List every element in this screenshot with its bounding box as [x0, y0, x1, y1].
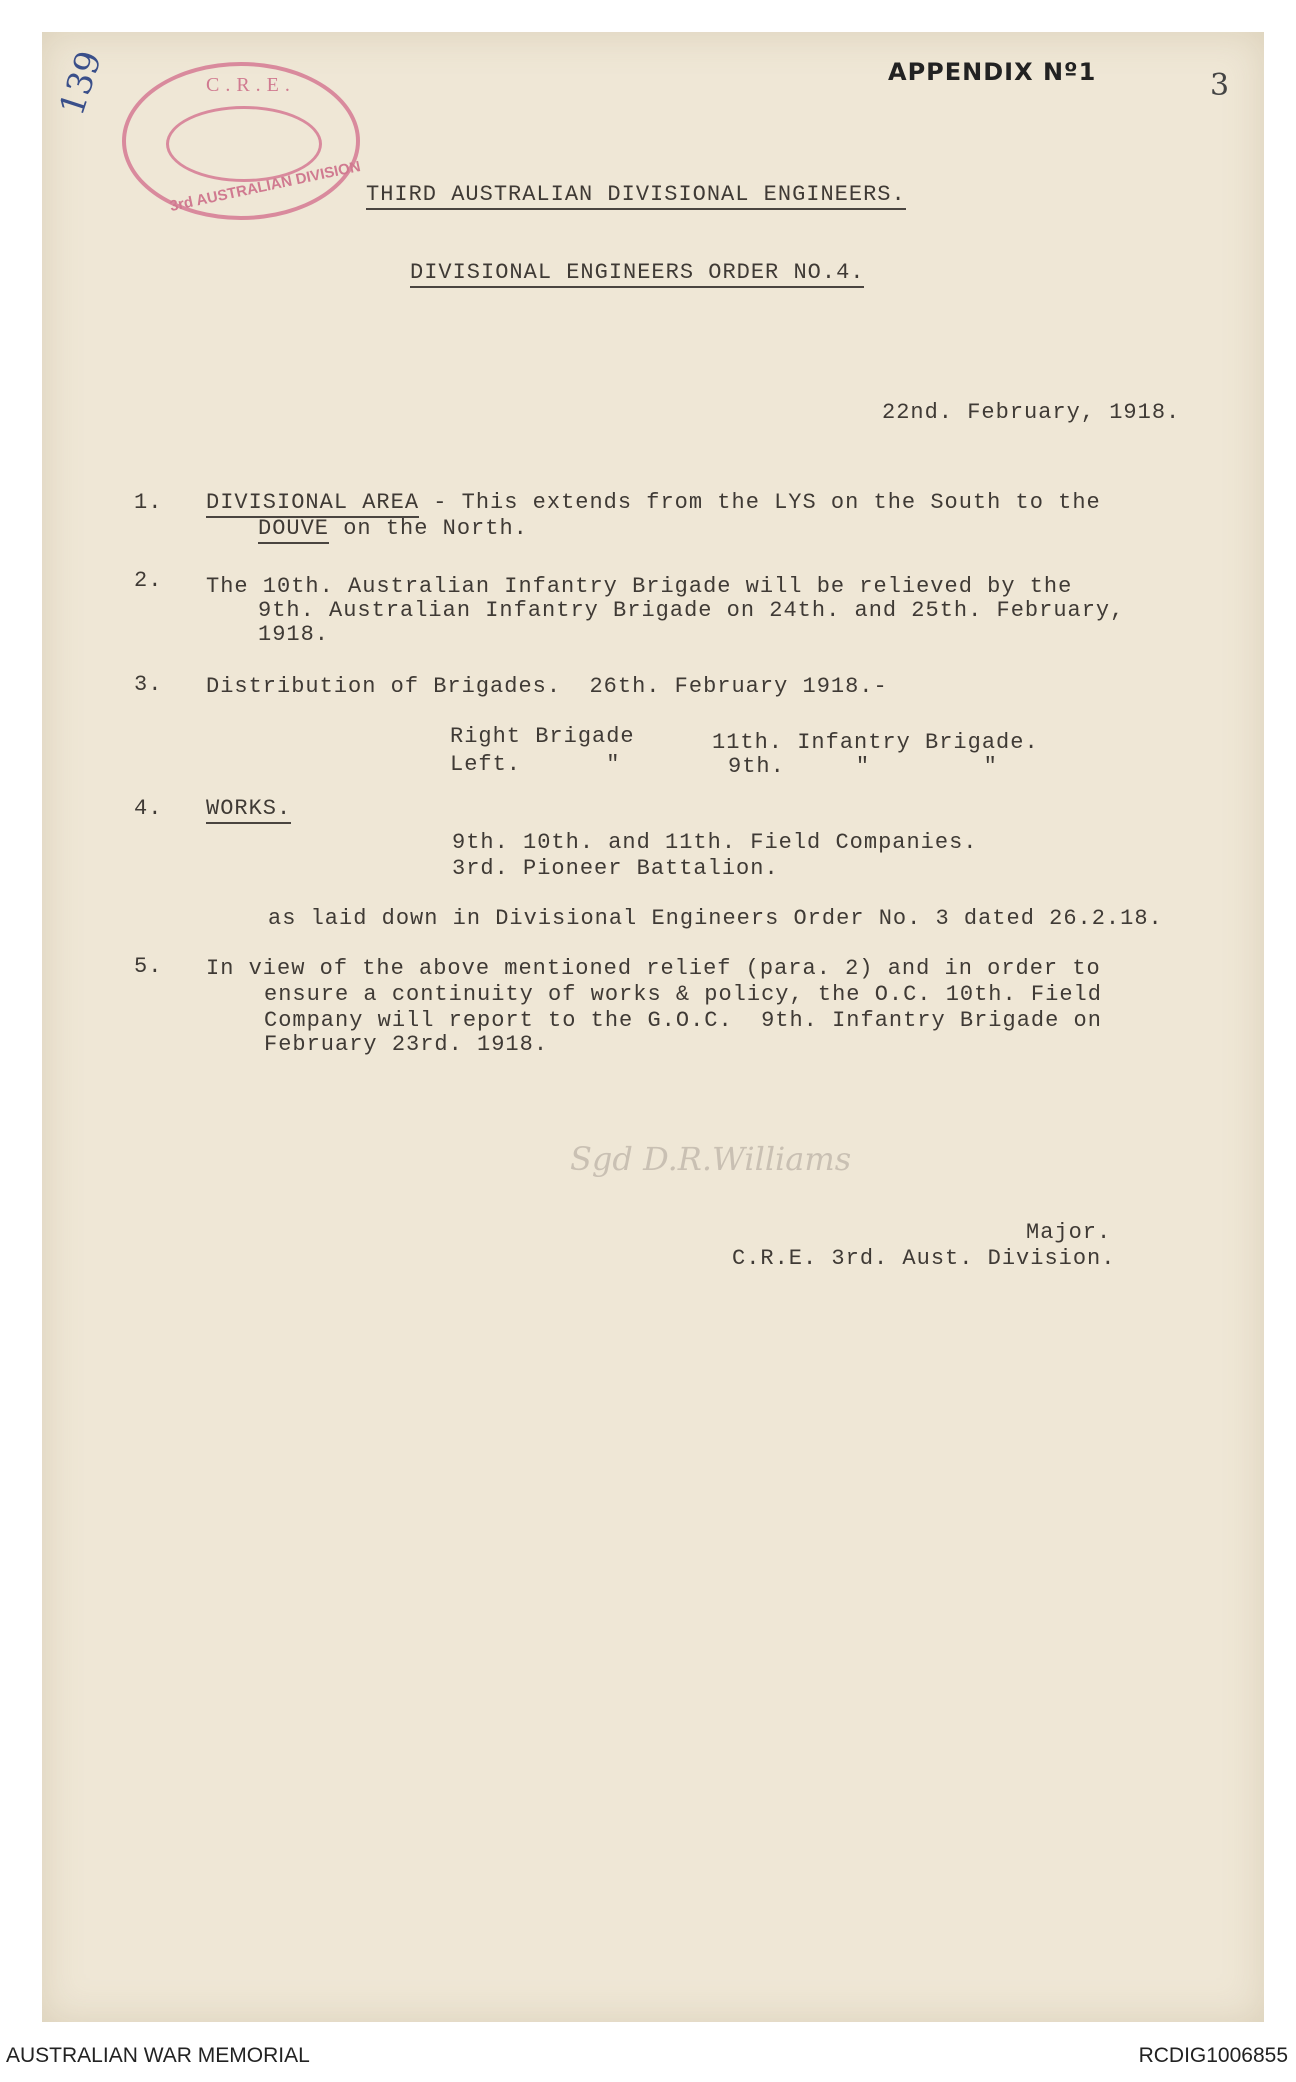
stamp-top-text: C.R.E.	[206, 74, 296, 96]
item-1-douve: DOUVE	[258, 516, 329, 544]
faint-signature: Sgd D.R.Williams	[570, 1140, 852, 1178]
signature-rank: Major.	[1026, 1220, 1112, 1245]
item-5-line-1: In view of the above mentioned relief (para. 2) and in order to	[206, 956, 1101, 981]
item-2-line-3: 1918.	[258, 622, 330, 647]
folio-number: 139	[52, 46, 111, 121]
item-2-line-2: 9th. Australian Infantry Brigade on 24th. and 25th. February,	[258, 598, 1125, 623]
item-4-heading: WORKS.	[206, 796, 291, 824]
item-1-text: - This extends from the LYS on the South to the	[419, 490, 1101, 515]
footer-left: AUSTRALIAN WAR MEMORIAL	[6, 2044, 310, 2067]
item-3-line-1: Distribution of Brigades. 26th. February 1918.-	[206, 674, 888, 699]
stamp-bottom-text: 3rd AUSTRALIAN DIVISION	[168, 157, 363, 216]
item-5-line-4: February 23rd. 1918.	[264, 1032, 549, 1057]
item-5-number: 5.	[134, 954, 163, 979]
item-1-line-2	[258, 516, 528, 541]
document-title: THIRD AUSTRALIAN DIVISIONAL ENGINEERS.	[366, 182, 906, 210]
item-1-text-2: on the North.	[329, 516, 528, 541]
item-2-number: 2.	[134, 568, 163, 593]
item-3-left-value: 9th. " "	[728, 754, 998, 779]
item-4-line-1: 9th. 10th. and 11th. Field Companies.	[452, 830, 978, 855]
item-4-line-3: as laid down in Divisional Engineers Order No. 3 dated 26.2.18.	[268, 906, 1163, 931]
page-number: 3	[1210, 68, 1230, 103]
order-date: 22nd. February, 1918.	[882, 400, 1181, 425]
item-3-right-label: Right Brigade	[450, 724, 635, 749]
item-1-heading: DIVISIONAL AREA	[206, 490, 419, 518]
item-2-line-1: The 10th. Australian Infantry Brigade will be relieved by the	[206, 574, 1073, 599]
item-3-right-value: 11th. Infantry Brigade.	[712, 730, 1039, 755]
item-4-line-2: 3rd. Pioneer Battalion.	[452, 856, 779, 881]
signature-position: C.R.E. 3rd. Aust. Division.	[732, 1246, 1116, 1271]
appendix-label: APPENDIX Nº1	[888, 58, 1097, 86]
item-5-line-2: ensure a continuity of works & policy, the O.C. 10th. Field	[264, 982, 1102, 1007]
item-1-line-1	[206, 490, 1101, 515]
item-3-left-label: Left. "	[450, 752, 621, 777]
order-number: DIVISIONAL ENGINEERS ORDER NO.4.	[410, 260, 864, 288]
item-5-line-3: Company will report to the G.O.C. 9th. Infantry Brigade on	[264, 1008, 1102, 1033]
footer-right: RCDIG1006855	[1138, 2044, 1288, 2067]
cre-stamp	[122, 62, 363, 220]
item-4-number: 4.	[134, 796, 163, 821]
item-1-number: 1.	[134, 490, 163, 515]
item-3-number: 3.	[134, 672, 163, 697]
